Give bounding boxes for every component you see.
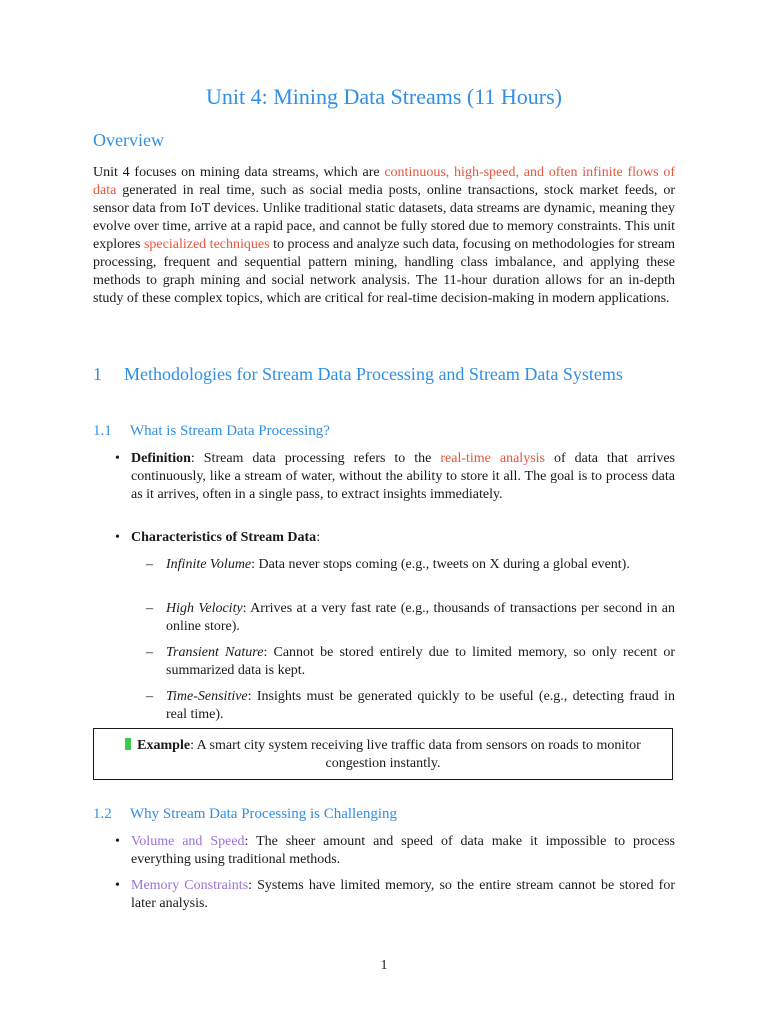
subsection-1-1-heading: [93, 423, 330, 440]
overview-paragraph: [93, 164, 675, 308]
characteristic-item-2: [93, 600, 675, 636]
example-text: : A smart city system receiving live traffic data from sensors on roads to monitor congestion instantly.: [190, 738, 641, 771]
characteristic-term: Time-Sensitive: [166, 689, 248, 704]
green-marker-icon: [125, 738, 131, 750]
challenge-text: : The sheer amount and speed of data make it impossible to process everything using traditional methods.: [131, 834, 675, 867]
overview-text-3: to process and analyze such data, focusing on methodologies for stream processing, frequent and sequential pattern mining, handling class imbalance, and applying these methods to graph mining and social network analysis. The 11-hour duration allows for an in-depth study of these complex topics, which are critical for real-time decision-making in modern applications.: [93, 237, 675, 306]
overview-text-2: generated in real time, such as social media posts, online transactions, stock market feeds, or sensor data from IoT devices. Unlike traditional static datasets, data streams are dynamic, meaning they evolve over time, arrive at a rapid pace, and cannot be fully stored due to memory constraints. This unit explores: [93, 183, 675, 252]
list-item-definition: [93, 450, 675, 504]
list-item: [93, 688, 675, 724]
dash-icon: –: [146, 689, 153, 704]
challenge-term: Memory Constraints: [131, 878, 249, 893]
characteristic-text: : Data never stops coming (e.g., tweets on X during a global event).: [251, 557, 630, 572]
characteristics-colon: :: [316, 530, 321, 545]
bullet-icon: •: [115, 530, 120, 545]
list-item: [93, 877, 675, 913]
example-box: [93, 728, 673, 780]
subsection-1-1-title: What is Stream Data Processing?: [130, 423, 330, 439]
definition-label: Definition: [131, 451, 191, 466]
page-number: 1: [380, 958, 388, 973]
bullet-icon: •: [115, 878, 120, 893]
definition-text-2: of data that arrives continuously, like a stream of water, without the ability to store it all. The goal is to process data as it arrives, often in a single pass, to extract insights immediately.: [131, 451, 675, 502]
list-item: [93, 600, 675, 636]
definition-highlight: real-time analysis: [440, 451, 545, 466]
list-item: [93, 556, 675, 574]
characteristic-term: Transient Nature: [166, 645, 264, 660]
list-item: [93, 833, 675, 869]
characteristic-item-3: [93, 644, 675, 680]
characteristic-term: High Velocity: [166, 601, 243, 616]
overview-highlight-1: continuous, high-speed, and often infinite flows of data: [93, 165, 675, 198]
subsection-1-2-heading: [93, 806, 397, 823]
challenge-item-2: [93, 877, 675, 913]
bullet-icon: •: [115, 834, 120, 849]
characteristics-label: Characteristics of Stream Data: [131, 530, 317, 545]
dash-icon: –: [146, 645, 153, 660]
dash-icon: –: [146, 557, 153, 572]
characteristic-item-4: [93, 688, 675, 724]
overview-highlight-2: specialized techniques: [143, 237, 270, 252]
overview-heading: Overview: [93, 130, 164, 150]
definition-text-1: : Stream data processing refers to the: [190, 451, 441, 466]
list-item: [93, 644, 675, 680]
challenge-text: : Systems have limited memory, so the entire stream cannot be stored for later analysis.: [131, 878, 675, 911]
challenge-item-1: [93, 833, 675, 869]
example-label: Example: [137, 738, 191, 753]
list-item-characteristics: [93, 529, 675, 547]
section-1-heading: [93, 364, 675, 385]
bullet-icon: •: [115, 451, 120, 466]
section-1-number: 1: [93, 364, 102, 384]
dash-icon: –: [146, 601, 153, 616]
characteristic-item-1: [93, 556, 675, 574]
definition-list: [93, 450, 675, 504]
subsection-1-2-title: Why Stream Data Processing is Challenging: [130, 806, 398, 822]
section-1-title: Methodologies for Stream Data Processing and Stream Data Systems: [124, 364, 623, 384]
characteristic-text: : Arrives at a very fast rate (e.g., thousands of transactions per second in an online store).: [166, 601, 676, 634]
challenge-term: Volume and Speed: [131, 834, 245, 849]
characteristics-list: [93, 529, 675, 547]
overview-text-1: Unit 4 focuses on mining data streams, which are: [93, 165, 385, 180]
characteristic-term: Infinite Volume: [166, 557, 252, 572]
characteristic-text: : Insights must be generated quickly to be useful (e.g., detecting fraud in real time).: [166, 689, 675, 722]
subsection-1-1-number: 1.1: [93, 423, 112, 439]
subsection-1-2-number: 1.2: [93, 806, 112, 822]
page-title: Unit 4: Mining Data Streams (11 Hours): [205, 84, 563, 109]
characteristic-text: : Cannot be stored entirely due to limited memory, so only recent or summarized data is kept.: [166, 645, 675, 678]
